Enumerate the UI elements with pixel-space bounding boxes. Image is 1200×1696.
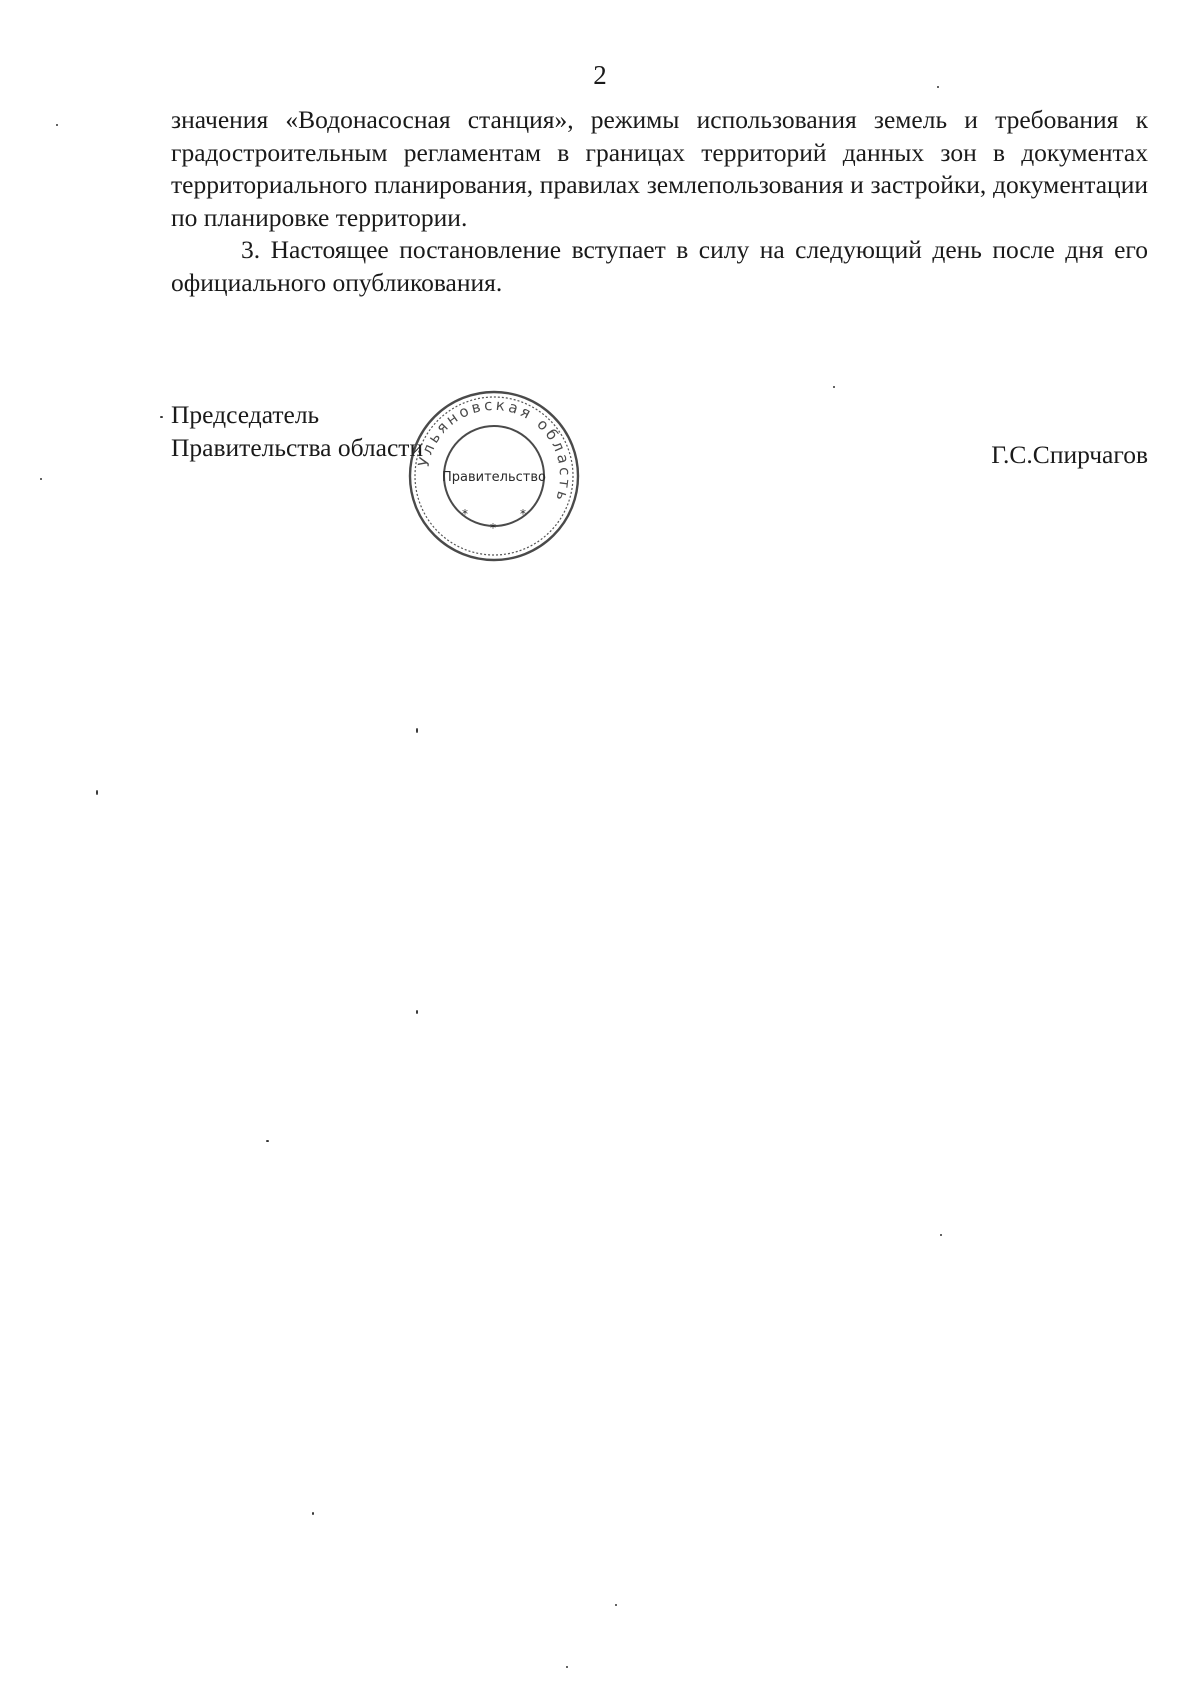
stamp-center-text: Правительство [442,470,546,485]
page-number: 2 [593,60,607,90]
scan-speck [940,1234,942,1236]
stamp-outer-text: Ульяновская область [414,395,575,506]
official-seal-stamp [404,386,584,566]
scan-speck [615,1604,617,1606]
scan-speck [40,478,42,480]
scan-speck [416,1010,418,1014]
scan-speck [937,86,939,88]
svg-text:*: * [520,507,526,521]
scan-speck [96,790,98,795]
signature-title-line-2: Правительства области [171,433,424,462]
signer-name: Г.С.Спирчагов [991,440,1148,469]
scan-speck [160,416,163,418]
paragraph-continuation: значения «Водонасосная станция», режимы использования земель и требования к градостроительным регламентам в границах территорий данных зон в документах территориального планирования, правилах землепользования и застройки, документации по планировке территории. [171,105,1148,232]
scan-speck [312,1512,314,1515]
paragraph-item-3: 3. Настоящее постановление вступает в силу на следующий день после дня его официального опубликования. [171,235,1148,297]
scan-speck [833,386,835,388]
signature-title [171,398,423,464]
scan-speck [566,1666,568,1668]
scan-speck [416,728,418,733]
scan-speck [56,124,58,126]
document-body [171,104,1148,299]
svg-text:*: * [490,521,496,535]
svg-text:*: * [462,507,468,521]
scan-speck [266,1140,269,1142]
signature-title-line-1: Председатель [171,400,320,429]
